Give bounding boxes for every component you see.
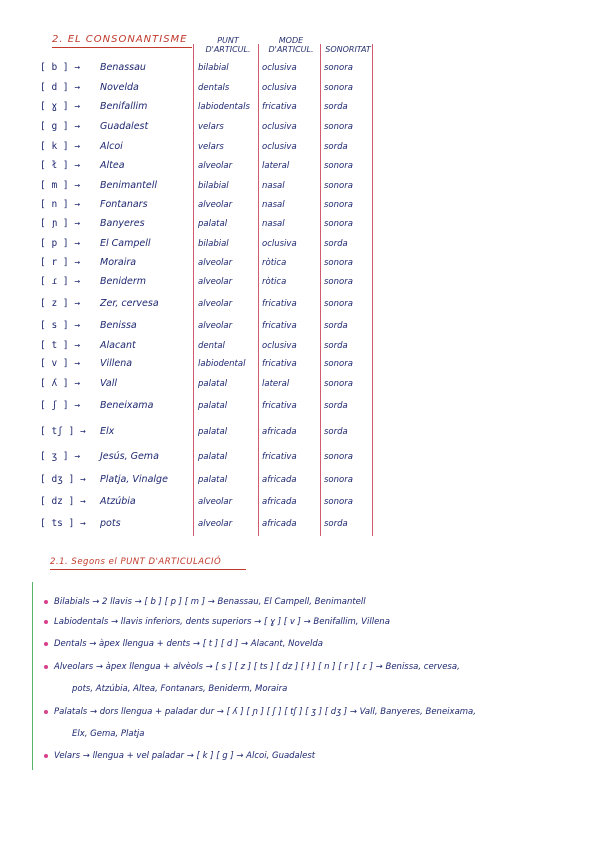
header-mode xyxy=(260,36,322,54)
bullet-text: Palatals → dors llengua + paladar dur → [ ʎ ] [ ɲ ] [ ʃ ] [ tʃ ] [ ʒ ] [ dʒ ] → Vall, Banyeres, Beneixama, xyxy=(54,707,476,717)
section-title xyxy=(52,34,188,45)
ipa-symbol: [ ts ] → xyxy=(40,518,86,529)
voicing: sorda xyxy=(324,142,348,152)
manner-of-articulation: africada xyxy=(262,519,297,529)
place-of-articulation: bilabial xyxy=(198,63,229,73)
place-of-articulation: palatal xyxy=(198,219,228,229)
voicing: sonora xyxy=(324,161,353,171)
bullet-velars xyxy=(44,750,574,762)
manner-of-articulation: oclusiva xyxy=(262,63,297,73)
manner-of-articulation: lateral xyxy=(262,161,290,171)
ipa-symbol: [ z ] → xyxy=(40,298,81,309)
bullet-text: Elx, Gema, Platja xyxy=(72,729,145,739)
example-word: Vall xyxy=(100,378,117,389)
table-row xyxy=(0,257,600,277)
table-row xyxy=(0,474,600,494)
table-row xyxy=(0,426,600,446)
bullet-dentals xyxy=(44,638,574,650)
place-of-articulation: alveolar xyxy=(198,321,233,331)
ipa-symbol: [ ɲ ] → xyxy=(40,218,81,229)
table-row xyxy=(0,518,600,538)
table-row xyxy=(0,320,600,340)
ipa-symbol: [ dz ] → xyxy=(40,496,86,507)
ipa-symbol: [ tʃ ] → xyxy=(40,426,86,437)
voicing: sorda xyxy=(324,427,348,437)
voicing: sorda xyxy=(324,239,348,249)
ipa-symbol: [ ł ] → xyxy=(40,160,81,171)
voicing: sonora xyxy=(324,83,353,93)
example-word: Atzúbia xyxy=(100,496,136,507)
example-word: Banyeres xyxy=(100,218,145,229)
place-of-articulation: alveolar xyxy=(198,258,233,268)
header-punt-line2: D'ARTICUL. xyxy=(205,45,251,54)
place-of-articulation: bilabial xyxy=(198,239,229,249)
ipa-symbol: [ v ] → xyxy=(40,358,81,369)
manner-of-articulation: oclusiva xyxy=(262,83,297,93)
table-row xyxy=(0,276,600,296)
manner-of-articulation: fricativa xyxy=(262,452,297,462)
table-row xyxy=(0,62,600,82)
voicing: sonora xyxy=(324,122,353,132)
ipa-symbol: [ dʒ ] → xyxy=(40,474,86,485)
header-punt xyxy=(200,36,256,54)
section-title-text: 2. EL CONSONANTISME xyxy=(52,34,188,45)
manner-of-articulation: oclusiva xyxy=(262,142,297,152)
voicing: sorda xyxy=(324,401,348,411)
manner-of-articulation: fricativa xyxy=(262,401,297,411)
table-row xyxy=(0,101,600,121)
bullet-palatals-cont xyxy=(72,728,600,740)
example-word: Alacant xyxy=(100,340,136,351)
voicing: sorda xyxy=(324,321,348,331)
subsection-underline xyxy=(50,569,246,570)
place-of-articulation: dentals xyxy=(198,83,230,93)
bullet-text: Alveolars → àpex llengua + alvèols → [ s ] [ z ] [ ts ] [ dz ] [ ł ] [ n ] [ r ] [ ɾ ] → Benissa, cervesa, xyxy=(54,662,460,672)
voicing: sorda xyxy=(324,341,348,351)
place-of-articulation: alveolar xyxy=(198,277,233,287)
example-word: Benassau xyxy=(100,62,146,73)
ipa-symbol: [ m ] → xyxy=(40,180,81,191)
bullet-dot xyxy=(44,665,48,669)
manner-of-articulation: ròtica xyxy=(262,277,287,287)
title-underline xyxy=(52,47,192,48)
manner-of-articulation: africada xyxy=(262,475,297,485)
manner-of-articulation: oclusiva xyxy=(262,341,297,351)
example-word: Novelda xyxy=(100,82,139,93)
table-row xyxy=(0,238,600,258)
example-word: pots xyxy=(100,518,121,529)
place-of-articulation: bilabial xyxy=(198,181,229,191)
table-row xyxy=(0,199,600,219)
voicing: sorda xyxy=(324,102,348,112)
place-of-articulation: labiodentals xyxy=(198,102,250,112)
example-word: Villena xyxy=(100,358,133,369)
bullet-text: Labiodentals → llavis inferiors, dents superiors → [ ɣ ] [ v ] → Benifallim, Villena xyxy=(54,617,390,627)
ipa-symbol: [ p ] → xyxy=(40,238,81,249)
bullet-text: Dentals → àpex llengua + dents → [ t ] [ d ] → Alacant, Novelda xyxy=(54,639,323,649)
table-row xyxy=(0,400,600,420)
voicing: sonora xyxy=(324,277,353,287)
ipa-symbol: [ d ] → xyxy=(40,82,81,93)
manner-of-articulation: africada xyxy=(262,427,297,437)
header-mode-line2: D'ARTICUL. xyxy=(268,45,314,54)
subsection-title-text: 2.1. Segons el PUNT D'ARTICULACIÓ xyxy=(50,557,222,567)
place-of-articulation: palatal xyxy=(198,452,228,462)
example-word: Benifallim xyxy=(100,101,148,112)
bullet-text: Bilabials → 2 llavis → [ b ] [ p ] [ m ] → Benassau, El Campell, Benimantell xyxy=(54,597,366,607)
example-word: Elx xyxy=(100,426,115,437)
ipa-symbol: [ ɾ ] → xyxy=(40,276,81,287)
ipa-symbol: [ r ] → xyxy=(40,257,81,268)
manner-of-articulation: nasal xyxy=(262,200,285,210)
subsection-title xyxy=(50,557,221,567)
ipa-symbol: [ b ] → xyxy=(40,62,81,73)
ipa-symbol: [ ʎ ] → xyxy=(40,378,81,389)
manner-of-articulation: fricativa xyxy=(262,359,297,369)
place-of-articulation: alveolar xyxy=(198,299,233,309)
ipa-symbol: [ ɣ ] → xyxy=(40,101,81,112)
place-of-articulation: labiodental xyxy=(198,359,246,369)
ipa-symbol: [ s ] → xyxy=(40,320,81,331)
example-word: Guadalest xyxy=(100,121,149,132)
example-word: Zer, cervesa xyxy=(100,298,159,309)
bullet-dot xyxy=(44,754,48,758)
bullet-dot xyxy=(44,642,48,646)
example-word: Moraira xyxy=(100,257,137,268)
bullet-alveolars xyxy=(44,661,574,673)
place-of-articulation: alveolar xyxy=(198,497,233,507)
margin-bracket xyxy=(32,582,33,770)
manner-of-articulation: oclusiva xyxy=(262,239,297,249)
ipa-symbol: [ k ] → xyxy=(40,141,81,152)
voicing: sonora xyxy=(324,219,353,229)
example-word: El Campell xyxy=(100,238,151,249)
bullet-alveolars-cont xyxy=(72,683,600,695)
header-punt-line1: PUNT xyxy=(217,36,239,45)
ipa-symbol: [ ʒ ] → xyxy=(40,451,81,462)
voicing: sonora xyxy=(324,200,353,210)
manner-of-articulation: nasal xyxy=(262,219,285,229)
voicing: sonora xyxy=(324,63,353,73)
manner-of-articulation: nasal xyxy=(262,181,285,191)
ipa-symbol: [ ʃ ] → xyxy=(40,400,81,411)
place-of-articulation: dental xyxy=(198,341,225,351)
voicing: sorda xyxy=(324,519,348,529)
place-of-articulation: palatal xyxy=(198,401,228,411)
table-row xyxy=(0,121,600,141)
table-row xyxy=(0,496,600,516)
table-row xyxy=(0,160,600,180)
bullet-text: pots, Atzúbia, Altea, Fontanars, Beniderm, Moraira xyxy=(72,684,288,694)
ipa-symbol: [ g ] → xyxy=(40,121,81,132)
manner-of-articulation: lateral xyxy=(262,379,290,389)
manner-of-articulation: oclusiva xyxy=(262,122,297,132)
place-of-articulation: palatal xyxy=(198,379,228,389)
table-row xyxy=(0,141,600,161)
voicing: sonora xyxy=(324,181,353,191)
place-of-articulation: velars xyxy=(198,142,224,152)
example-word: Fontanars xyxy=(100,199,148,210)
bullet-text: Velars → llengua + vel paladar → [ k ] [ g ] → Alcoi, Guadalest xyxy=(54,751,316,761)
table-row xyxy=(0,358,600,378)
manner-of-articulation: ròtica xyxy=(262,258,287,268)
example-word: Benissa xyxy=(100,320,137,331)
voicing: sonora xyxy=(324,452,353,462)
example-word: Jesús, Gema xyxy=(100,451,159,462)
bullet-dot xyxy=(44,710,48,714)
bullet-bilabials xyxy=(44,596,574,608)
voicing: sonora xyxy=(324,258,353,268)
place-of-articulation: alveolar xyxy=(198,519,233,529)
example-word: Platja, Vinalge xyxy=(100,474,168,485)
table-row xyxy=(0,180,600,200)
bullet-labiodentals xyxy=(44,616,574,628)
bullet-dot xyxy=(44,600,48,604)
ipa-symbol: [ t ] → xyxy=(40,340,81,351)
place-of-articulation: palatal xyxy=(198,475,228,485)
voicing: sonora xyxy=(324,475,353,485)
table-row xyxy=(0,451,600,471)
table-row xyxy=(0,340,600,360)
voicing: sonora xyxy=(324,497,353,507)
header-sonoritat xyxy=(322,45,374,54)
voicing: sonora xyxy=(324,379,353,389)
voicing: sonora xyxy=(324,299,353,309)
example-word: Beniderm xyxy=(100,276,147,287)
place-of-articulation: palatal xyxy=(198,427,228,437)
table-row xyxy=(0,218,600,238)
example-word: Beneixama xyxy=(100,400,154,411)
table-row xyxy=(0,378,600,398)
header-sonoritat-text: SONORITAT xyxy=(325,45,371,54)
ipa-symbol: [ n ] → xyxy=(40,199,81,210)
table-row xyxy=(0,298,600,318)
voicing: sonora xyxy=(324,359,353,369)
header-mode-line1: MODE xyxy=(278,36,304,45)
manner-of-articulation: africada xyxy=(262,497,297,507)
table-row xyxy=(0,82,600,102)
bullet-palatals xyxy=(44,706,574,718)
manner-of-articulation: fricativa xyxy=(262,321,297,331)
bullet-dot xyxy=(44,620,48,624)
example-word: Alcoi xyxy=(100,141,123,152)
manner-of-articulation: fricativa xyxy=(262,102,297,112)
example-word: Benimantell xyxy=(100,180,157,191)
place-of-articulation: alveolar xyxy=(198,161,233,171)
place-of-articulation: alveolar xyxy=(198,200,233,210)
example-word: Altea xyxy=(100,160,125,171)
manner-of-articulation: fricativa xyxy=(262,299,297,309)
place-of-articulation: velars xyxy=(198,122,224,132)
